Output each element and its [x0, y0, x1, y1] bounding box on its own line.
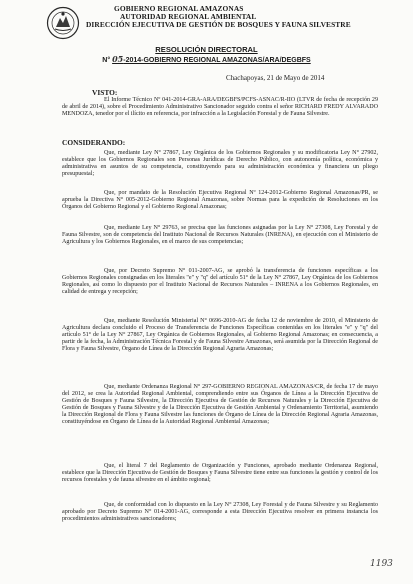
- considerando-paragraph-2: Que, por mandato de la Resolución Ejecutiva Regional Nº 124-2012-Gobierno Regional Amazonas/PR, se aprueba la Directiva N° 005-2012-Gobierno Regional Amazonas, sobre Normas para la expedición de Resoluciones en los Órganos del Gobierno Regional y el Gobierno Regional Amazonas;: [62, 190, 378, 211]
- regional-seal-icon: [46, 6, 80, 40]
- considerando-paragraph-4: Que, por Decreto Supremo N° 011-2007-AG, se aprobó la transferencia de funciones específicas a los Gobiernos Regionales consignadas en los literales "e" y "q" del artículo 51° de la Ley N° 27867, Ley Orgánica de los Gobiernos Regionales, así como lo dispuesto por el Instituto Nacional de Recursos Naturales – INRENA a los Gobiernos Regionales, en calidad de entrega y recepción;: [62, 268, 378, 296]
- resolution-number-handwritten: 05: [112, 54, 124, 64]
- letterhead-government: GOBIERNO REGIONAL AMAZONAS: [114, 4, 244, 13]
- considerando-paragraph-7: Que, el literal 7 del Reglamento de Organización y Funciones, aprobado mediante Ordenanza Regional, establece que la Dirección Ejecutiva de Gestión de Bosques y Fauna Silvestre tiene entre sus funciones la gestión y control de los recursos forestales y de fauna silvestre en el ámbito regional;: [62, 463, 378, 484]
- considerando-paragraph-3: Que, mediante Ley N° 29763, se precisa que las funciones asignadas por la Ley N° 27308, Ley Forestal y de Fauna Silvestre, son de competencia del Instituto Nacional de Recursos Naturales (INRENA), en ejecución con el Ministerio de Agricultura y los Gobiernos Regionales, en el marco de sus competencias;: [62, 225, 378, 246]
- place-date: Chachapoyas, 21 de Mayo de 2014: [226, 74, 325, 82]
- resolution-number-prefix: N°: [102, 57, 111, 64]
- resolution-number-suffix: -2014-GOBIERNO REGIONAL AMAZONAS/ARA/DEGBFS: [123, 57, 311, 64]
- considerando-paragraph-6: Que, mediante Ordenanza Regional N° 297-GOBIERNO REGIONAL AMAZONAS/CR, de fecha 17 de mayo del 2012, se crea la Autoridad Regional Ambiental, comprendiendo entre sus Órganos de Línea a la Dirección Ejecutiva de Gestión de Bosques y Fauna Silvestre, la Dirección Ejecutiva de Gestión de Recursos Naturales y la Dirección Ejecutiva de Gestión de Bosques y Fauna Silvestre y de la Dirección Ejecutiva de Gestión Ambiental y Ordenamiento Territorial, asumiendo la Dirección Regional de Flora y Fauna Silvestre las funciones de Órgano de Línea de la Dirección Regional Agraria Amazonas, constituyéndose en Órgano de Línea de la Autoridad Regional Ambiental Amazonas;: [62, 384, 378, 426]
- considerando-paragraph-1: Que, mediante Ley N° 27867, Ley Orgánica de los Gobiernos Regionales y su modificatoria Ley N° 27902, establece que los Gobiernos Regionales son Personas Jurídicas de Derecho Público, con autonomía política, económica y administrativa en asuntos de su competencia, constituyendo para su administración económica y financiera un pliego presupuestal;: [62, 150, 378, 178]
- considerando-paragraph-5: Que, mediante Resolución Ministerial N° 0696-2010-AG de fecha 12 de noviembre de 2010, el Ministerio de Agricultura declara concluido el Proceso de Transferencia de Funciones Específicas contenidas en los literales "e" y "q" del artículo 51° de la Ley N° 27867, Ley Orgánica de Gobiernos Regionales, al Gobierno Regional Amazonas; en consecuencia, a partir de la fecha, la Administración Técnica Forestal y de Fauna Silvestre Amazonas, será asumida por la Dirección Regional de Flora y Fauna Silvestre, Órgano de Línea de la Dirección Regional Agraria Amazonas;: [62, 318, 378, 353]
- letterhead-authority: AUTORIDAD REGIONAL AMBIENTAL: [120, 12, 257, 21]
- resolution-title-text: RESOLUCIÓN DIRECTORAL: [155, 45, 258, 54]
- handwritten-page-number: 1193: [370, 559, 393, 569]
- considerando-heading: CONSIDERANDO:: [62, 138, 126, 147]
- letterhead-direction: DIRECCIÓN EJECUTIVA DE GESTIÓN DE BOSQUES Y FAUNA SILVESTRE: [86, 20, 351, 29]
- visto-heading: VISTO:: [92, 88, 118, 97]
- letterhead: [86, 5, 386, 29]
- visto-paragraph: El Informe Técnico Nº 041-2014-GRA-ARA/DEGBFS/PCFS-ASNAC/R-IIO (LTVR de fecha de recepción 29 de abril de 2014), sobre el Procedimiento Administrativo Sancionador seguido contra el señor RICHARD FREDY ALVARADO MENDOZA, tenedor por el ilícito en referencia, por infracción a la Legislación Forestal y de Fauna Silvestre.: [62, 97, 378, 118]
- resolution-title: [0, 45, 413, 54]
- resolution-number: [0, 54, 413, 64]
- considerando-paragraph-8: Que, de conformidad con lo dispuesto en la Ley N° 27308, Ley Forestal y de Fauna Silvestre y su Reglamento aprobado por Decreto Supremo N° 014-2001-AG, corresponde a esta Dirección Ejecutiva resolver en primera instancia los procedimientos administrativos sancionadores;: [62, 502, 378, 523]
